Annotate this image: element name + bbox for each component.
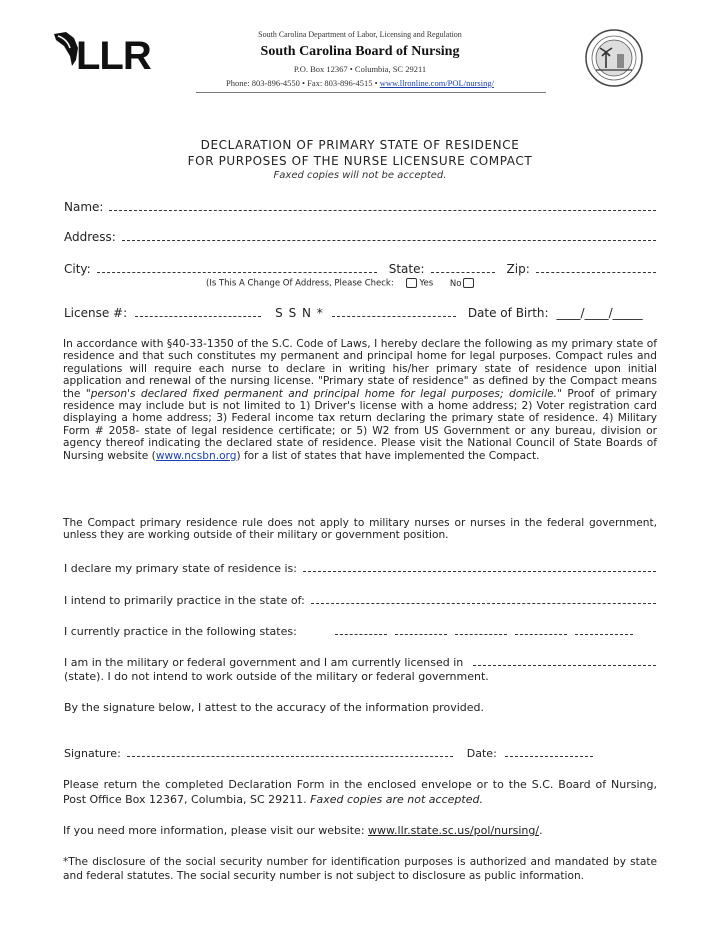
currently-row [64, 624, 656, 638]
declare-row [64, 561, 656, 575]
board-website-link[interactable]: www.llronline.com/POL/nursing/ [379, 78, 494, 88]
military-row [64, 655, 656, 669]
state-label: State: [388, 262, 425, 276]
agency-name: South Carolina Department of Labor, Licensing and Regulation [258, 30, 462, 39]
signature-label: Signature: [64, 747, 121, 760]
nursing-website-link[interactable]: www.llr.state.sc.us/pol/nursing/ [368, 824, 540, 837]
military-rule-paragraph: The Compact primary residence rule does not apply to military nurses or nurses in the federal government, unless they are working outside of their military or government position. [63, 517, 657, 542]
current-state-field-2[interactable] [395, 624, 447, 635]
license-row [64, 306, 656, 320]
paragraph-text-continued: Proof of primary residence may include but is not limited to 1) Driver's license with a home address; 2) Voter registration card displaying a home address; 3) Federal income tax return declaring the primary state of residence. 4) Military Form # 2058- state of legal residence certificate; or 5) W2 from US Government or any bureau, division or agency thereof indicating the declared state of residence. Please visit the National Council of State Boards of Nursing website ( [63, 387, 657, 462]
change-address-label: (Is This A Change Of Address, Please Check: [206, 278, 394, 289]
attest-statement: By the signature below, I attest to the accuracy of the information provided. [64, 701, 484, 714]
date-label: Date: [466, 747, 497, 760]
yes-checkbox[interactable] [406, 278, 417, 288]
name-row [64, 200, 656, 214]
signature-row [64, 746, 656, 760]
currently-label: I currently practice in the following states: [64, 625, 297, 638]
intend-label: I intend to primarily practice in the state of: [64, 594, 305, 607]
info-line [63, 824, 543, 837]
city-field[interactable] [97, 262, 377, 273]
declare-label: I declare my primary state of residence is: [64, 562, 297, 575]
board-address: P.O. Box 12367 • Columbia, SC 29211 [293, 64, 427, 74]
zip-field[interactable] [536, 262, 656, 273]
city-label: City: [64, 262, 91, 276]
name-field[interactable] [109, 200, 656, 211]
header-rule [196, 92, 546, 93]
form-title-line1: DECLARATION OF PRIMARY STATE OF RESIDENCE [200, 138, 520, 152]
military-state-field[interactable] [473, 655, 656, 666]
name-label: Name: [64, 200, 104, 214]
domicile-definition: person's declared fixed permanent and principal home for legal purposes; domicile." [90, 387, 562, 400]
compact-declaration-paragraph [63, 338, 657, 462]
city-state-zip-row [64, 262, 656, 276]
current-state-field-3[interactable] [455, 624, 507, 635]
info-period: . [539, 824, 543, 837]
ssn-label: S S N * [275, 306, 324, 320]
board-name: South Carolina Board of Nursing [260, 44, 460, 59]
fax-warning: Faxed copies are not accepted. [310, 792, 483, 806]
current-state-field-5[interactable] [575, 624, 633, 635]
info-text: If you need more information, please visit our website: [63, 824, 369, 837]
zip-label: Zip: [506, 262, 530, 276]
intend-row [64, 593, 656, 607]
date-field[interactable] [505, 746, 593, 757]
current-state-field-1[interactable] [335, 624, 387, 635]
fax-note: Faxed copies will not be accepted. [273, 170, 447, 181]
license-label: License #: [64, 306, 128, 320]
ssn-disclosure: *The disclosure of the social security number for identification purposes is authorized and mandated by state and federal statutes. The social security number is not subject to disclosure as public information. [63, 856, 657, 882]
no-checkbox[interactable] [463, 278, 474, 288]
return-text: Please return the completed Declaration Form in the enclosed envelope or to the S.C. Board of Nursing, Post Office Box 12367, Columbia, SC 29211. [63, 778, 657, 806]
paragraph-text-end: ) for a list of states that have implemented the Compact. [236, 449, 540, 462]
ncsbn-link[interactable]: www.ncsbn.org [155, 449, 237, 462]
military-statement: (state). I do not intend to work outside of the military or federal government. [64, 670, 489, 683]
phone-fax-line [0, 78, 720, 88]
address-row [64, 230, 656, 244]
address-label: Address: [64, 230, 116, 244]
military-label: I am in the military or federal government and I am currently licensed in [64, 656, 464, 669]
yes-label: Yes [419, 278, 434, 289]
paragraph-text: In accordance with §40-33-1350 of the S.C. Code of Laws, I hereby declare the following as my primary state of residence and that such constitutes my permanent and principal home for legal purposes. Compact rules and regulations will require each nurse to declare in writing his/her primary state of residence upon initial application and renewal of the nursing license. "Primary state of residence" as defined by the Compact means the " [63, 338, 657, 400]
phone-fax: Phone: 803-896-4550 • Fax: 803-896-4515 • [226, 78, 380, 88]
state-field[interactable] [431, 262, 495, 273]
dob-field[interactable]: ____/____/_____ [556, 306, 643, 320]
signature-field[interactable] [127, 746, 453, 757]
address-field[interactable] [122, 230, 656, 241]
license-field[interactable] [135, 306, 261, 317]
form-title-line2: FOR PURPOSES OF THE NURSE LICENSURE COMPACT [187, 154, 533, 168]
logo-text: LLR [76, 34, 151, 78]
ssn-field[interactable] [332, 306, 456, 317]
dob-label: Date of Birth: [467, 306, 549, 320]
intend-state-field[interactable] [311, 593, 656, 604]
declare-state-field[interactable] [303, 561, 656, 572]
no-label: No [449, 278, 462, 289]
change-address-row [206, 278, 476, 289]
return-instructions [63, 778, 657, 807]
current-state-field-4[interactable] [515, 624, 567, 635]
